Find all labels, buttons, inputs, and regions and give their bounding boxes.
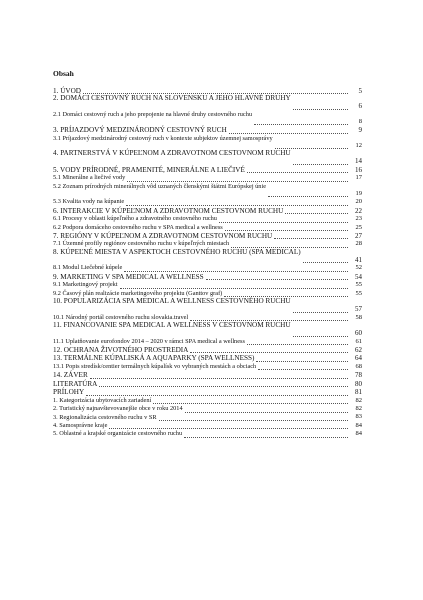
toc-page-number: 20: [355, 198, 362, 206]
toc-page-number: 8: [358, 117, 362, 125]
toc-page-number: 28: [355, 240, 362, 248]
toc-page-number: 6: [358, 102, 362, 111]
toc-entry[interactable]: [53, 264, 362, 272]
toc-entry[interactable]: [53, 422, 362, 430]
toc-page-number: 55: [355, 281, 362, 289]
toc-page-number: 80: [355, 379, 362, 388]
dot-leader: [247, 171, 348, 173]
toc-entry-text: PRÍLOHY: [53, 388, 85, 397]
toc-title: Obsah: [53, 69, 74, 78]
toc-entry[interactable]: [53, 215, 362, 223]
dot-leader: [303, 261, 348, 263]
toc-page-number: 82: [355, 396, 362, 404]
toc-page-number: 81: [355, 388, 362, 397]
dot-leader: [184, 436, 348, 438]
toc-entry[interactable]: [53, 322, 362, 338]
toc-entry-text: 9.2 Časový plán realizácie marketingového projektu (Ganttov graf): [53, 289, 223, 297]
toc-page-number: 27: [355, 231, 362, 240]
toc-entry-text: 13. TERMÁLNE KÚPALISKÁ A AQUAPARKY (SPA WELLNESS): [53, 354, 255, 363]
toc-page-number: 25: [355, 223, 362, 231]
toc-entry-text: 3. Regionalizácia cestovného ruchu v SR: [53, 413, 157, 421]
toc-entry-text: 4. PARTNERSTVÁ V KÚPEĽNOM A ZDRAVOTNOM CESTOVNOM RUCHU: [53, 149, 291, 158]
dot-leader: [206, 278, 348, 280]
toc-entry[interactable]: [53, 111, 362, 127]
toc-entry[interactable]: [53, 126, 362, 134]
toc-page-number: 78: [355, 371, 362, 380]
toc-entry-text: 3. PRÍJAZDOVÝ MEDZINÁRODNÝ CESTOVNÝ RUCH: [53, 126, 227, 135]
toc-entry-text: 10.1 Národný portál cestovného ruchu slovakia.travel: [53, 313, 189, 321]
toc-entry[interactable]: [53, 281, 362, 289]
toc-page-number: 68: [355, 362, 362, 370]
toc-entry[interactable]: [53, 95, 362, 111]
toc-entry[interactable]: [53, 183, 362, 199]
toc-entry-text: 5.3 Kvalita vody na kúpanie: [53, 198, 125, 206]
dot-leader: [124, 270, 348, 272]
dot-leader: [185, 411, 348, 413]
toc-entry-text: 8.1 Modul Liečebné kúpele: [53, 264, 123, 272]
toc-entry-text: 9. MARKETING V SPA MEDICAL A WELLNESS: [53, 272, 204, 281]
toc-entry-text: 1. ÚVOD: [53, 87, 81, 95]
toc-page-number: 41: [355, 255, 362, 264]
toc-page-number: 17: [355, 174, 362, 182]
toc-entry-text: 10. POPULARIZÁCIA SPA MEDICAL A WELLNESS CESTOVNÉHO RUCHU: [53, 297, 291, 306]
dot-leader: [120, 287, 348, 289]
toc-entry[interactable]: [53, 380, 362, 388]
toc-page-number: 62: [355, 345, 362, 354]
toc-entry[interactable]: [53, 150, 362, 166]
toc-entry[interactable]: [53, 363, 362, 371]
toc-entry[interactable]: [53, 224, 362, 232]
dot-leader: [256, 360, 348, 362]
toc-page-number: 64: [355, 354, 362, 363]
toc-entry[interactable]: [53, 388, 362, 396]
toc-entry-text: 6. INTERAKCIE V KÚPEĽNOM A ZDRAVOTNOM CESTOVNOM RUCHU: [53, 206, 284, 215]
toc-entry-text: 11.1 Uplatňovanie eurofondov 2014 – 2020 v rámci SPA medical a wellness: [53, 337, 245, 345]
toc-page-number: 16: [355, 165, 362, 174]
toc-entry-text: 11. FINANCOVANIE SPA MEDICAL A WELLNESS V CESTOVNOM RUCHU: [53, 321, 291, 330]
toc-entry[interactable]: [53, 166, 362, 174]
dot-leader: [268, 195, 348, 197]
dot-leader: [254, 123, 348, 125]
toc-entry-text: 5. VODY PRÍRODNÉ, PRAMENITÉ, MINERÁLNE A LIEČIVÉ: [53, 165, 245, 174]
dot-leader: [99, 385, 348, 387]
dot-leader: [293, 335, 348, 337]
toc-entry[interactable]: [53, 397, 362, 405]
toc-entry-text: 2.1 Domáci cestovný ruch a jeho prepojenie na hlavné druhy cestovného ruchu: [53, 110, 252, 118]
toc-entry-text: 8. KÚPEĽNÉ MIESTA V ASPEKTOCH CESTOVNÉHO RUCHU (SPA MEDICAL): [53, 247, 301, 256]
toc-entry-text: 1. Kategorizácia ubytovacích zariadení: [53, 396, 152, 404]
toc-page-number: 58: [355, 313, 362, 321]
toc-page-number: 52: [355, 264, 362, 272]
toc-entry-text: LITERATÚRA: [53, 379, 98, 388]
dot-leader: [126, 204, 348, 206]
dot-leader: [90, 377, 348, 379]
dot-leader: [109, 427, 348, 429]
toc-page-number: 55: [355, 289, 362, 297]
dot-leader: [219, 221, 348, 223]
toc-page-number: 60: [355, 329, 362, 338]
toc-entry-text: 7.1 Územné profily regiónov cestovného ruchu v kúpeľných miestach: [53, 240, 230, 248]
toc-page-number: 61: [355, 337, 362, 345]
dot-leader: [229, 132, 348, 134]
toc-entry-text: 5. Oblastné a krajské organizácie cestovného ruchu: [53, 430, 183, 438]
dot-leader: [274, 237, 348, 239]
toc-entry-text: 14. ZÁVER: [53, 371, 88, 380]
toc-entry-text: 2. Turistický najnavštevovanejšie obce v roku 2014: [53, 405, 183, 413]
toc-entry-text: 9.1 Marketingový projekt: [53, 281, 118, 289]
toc-entry-text: 4. Samosprávne kraje: [53, 421, 108, 429]
toc-entry[interactable]: [53, 298, 362, 314]
toc-entry[interactable]: [53, 198, 362, 206]
toc-page-number: 22: [355, 206, 362, 215]
toc-page-number: 9: [358, 126, 362, 135]
toc-entry-text: 6.2 Podpora domáceho cestovného ruchu v SPA medical a wellness: [53, 223, 223, 231]
dot-leader: [86, 394, 348, 396]
toc-entry[interactable]: [53, 174, 362, 182]
toc-entry[interactable]: [53, 430, 362, 438]
dot-leader: [159, 419, 348, 421]
dot-leader: [247, 343, 348, 345]
dot-leader: [293, 163, 348, 165]
toc-entry[interactable]: [53, 273, 362, 281]
toc-entry-text: 3.1 Príjazdový medzinárodný cestovný ruch v kontexte subjektov územnej samosprávy: [53, 134, 273, 142]
toc-entry-text: 5.2 Zoznam prírodných minerálnych vôd uznaných členskými štátmi Európskej únie: [53, 182, 266, 190]
toc-page-number: 57: [355, 305, 362, 314]
toc-entry[interactable]: [53, 354, 362, 362]
dot-leader: [225, 229, 348, 231]
dot-leader: [127, 180, 348, 182]
toc-page-number: 19: [355, 189, 362, 197]
toc-entry-text: 12. OCHRANA ŽIVOTNÉHO PROSTREDIA: [53, 346, 189, 354]
toc-entry[interactable]: [53, 414, 362, 422]
toc-entry-text: 13.1 Popis stredísk/centier termálnych kúpalísk vo vybraných mestách a obciach: [53, 362, 257, 370]
toc-page-number: 83: [355, 413, 362, 421]
toc-entry-text: 6.1 Procesy v oblasti kúpeľného a zdravotného cestovného ruchu: [53, 215, 217, 223]
toc-entry[interactable]: [53, 249, 362, 265]
toc-page-number: 82: [355, 405, 362, 413]
toc-page-number: 12: [355, 141, 362, 149]
dot-leader: [285, 212, 348, 214]
toc-entry[interactable]: [53, 207, 362, 215]
toc-entry[interactable]: [53, 338, 362, 346]
toc-page-number: 84: [355, 421, 362, 429]
toc-entry-text: 7. REGIÓNY V KÚPEĽNOM A ZDRAVOTNOM CESTOVNOM RUCHU: [53, 232, 273, 240]
toc-page-number: 54: [355, 272, 362, 281]
dot-leader: [293, 311, 348, 313]
toc-page-number: 14: [355, 157, 362, 166]
toc-entry-text: 2. DOMÁCI CESTOVNÝ RUCH NA SLOVENSKU A JEHO HLAVNÉ DRUHY: [53, 94, 291, 103]
dot-leader: [258, 368, 348, 370]
dot-leader: [153, 402, 348, 404]
toc-page-number: 84: [355, 430, 362, 438]
toc-entry-text: 5.1 Minerálne a liečivé vody: [53, 174, 126, 182]
table-of-contents: [53, 87, 362, 439]
toc-page-number: 5: [358, 86, 362, 95]
toc-page-number: 23: [355, 215, 362, 223]
dot-leader: [293, 108, 348, 110]
toc-entry[interactable]: [53, 405, 362, 413]
toc-entry[interactable]: [53, 371, 362, 379]
